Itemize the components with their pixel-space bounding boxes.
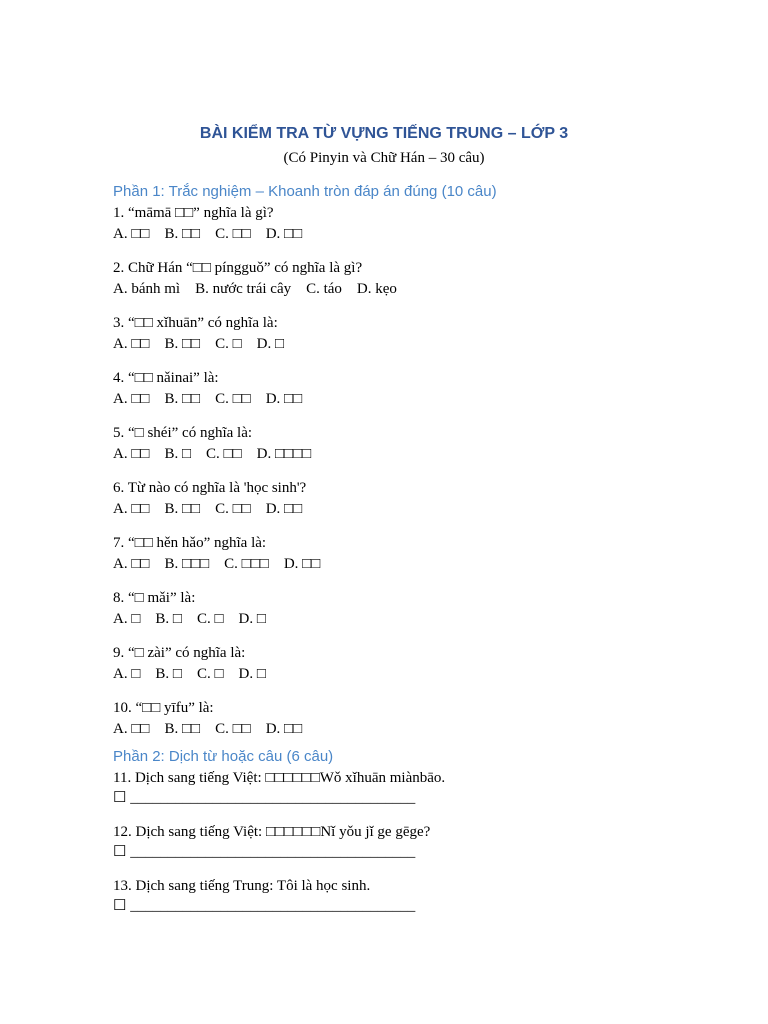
question-options: A. bánh mì B. nước trái cây C. táo D. kẹo: [113, 281, 397, 297]
question-options: A. □□ B. □□ C. □□ D. □□: [113, 721, 303, 737]
question-text: 8. “□ mǎi” là:: [113, 590, 196, 606]
question-options: A. □□ B. □□ C. □□ D. □□: [113, 391, 303, 407]
question-text: 10. “□□ yīfu” là:: [113, 700, 214, 716]
question-6: [113, 478, 713, 519]
question-options: A. □ B. □ C. □ D. □: [113, 611, 266, 627]
question-11: [113, 768, 713, 808]
question-13: [113, 876, 713, 916]
question-text: 2. Chữ Hán “□□ píngguǒ” có nghĩa là gì?: [113, 260, 363, 276]
page-title: BÀI KIỂM TRA TỪ VỰNG TIẾNG TRUNG – LỚP 3: [199, 125, 569, 142]
answer-line[interactable]: ☐ ______________________________________: [113, 898, 416, 914]
question-text: 12. Dịch sang tiếng Việt: □□□□□□Nǐ yǒu jǐ ge gēge?: [113, 824, 431, 840]
question-text: 7. “□□ hěn hǎo” nghĩa là:: [113, 535, 267, 551]
question-options: A. □□ B. □□ C. □□ D. □□: [113, 501, 303, 517]
part1-section: [113, 181, 713, 739]
question-3: [113, 313, 713, 354]
question-options: A. □ B. □ C. □ D. □: [113, 666, 266, 682]
question-text: 6. Từ nào có nghĩa là 'học sinh'?: [113, 480, 307, 496]
question-10: [113, 698, 713, 739]
answer-line[interactable]: ☐ ______________________________________: [113, 844, 416, 860]
question-5: [113, 423, 713, 464]
question-12: [113, 822, 713, 862]
question-text: 4. “□□ nǎinai” là:: [113, 370, 219, 386]
part2-heading: Phần 2: Dịch từ hoặc câu (6 câu): [113, 748, 334, 765]
question-text: 3. “□□ xǐhuān” có nghĩa là:: [113, 315, 278, 331]
question-options: A. □□ B. □□□ C. □□□ D. □□: [113, 556, 321, 572]
question-1: [113, 203, 713, 244]
question-text: 11. Dịch sang tiếng Việt: □□□□□□Wǒ xǐhuān miànbāo.: [113, 770, 446, 786]
worksheet-content: [113, 181, 713, 930]
part2-section: [113, 746, 713, 916]
question-options: A. □□ B. □□ C. □ D. □: [113, 336, 285, 352]
question-7: [113, 533, 713, 574]
question-text: 5. “□ shéi” có nghĩa là:: [113, 425, 253, 441]
page-subtitle: (Có Pinyin và Chữ Hán – 30 câu): [283, 150, 485, 166]
question-4: [113, 368, 713, 409]
part1-heading: Phần 1: Trắc nghiệm – Khoanh tròn đáp án đúng (10 câu): [113, 183, 497, 200]
question-text: 1. “māmā □□” nghĩa là gì?: [113, 205, 274, 221]
question-options: A. □□ B. □□ C. □□ D. □□: [113, 226, 303, 242]
question-options: A. □□ B. □ C. □□ D. □□□□: [113, 446, 312, 462]
question-2: [113, 258, 713, 299]
question-text: 9. “□ zài” có nghĩa là:: [113, 645, 246, 661]
question-8: [113, 588, 713, 629]
question-9: [113, 643, 713, 684]
question-text: 13. Dịch sang tiếng Trung: Tôi là học sinh.: [113, 878, 371, 894]
answer-line[interactable]: ☐ ______________________________________: [113, 790, 416, 806]
